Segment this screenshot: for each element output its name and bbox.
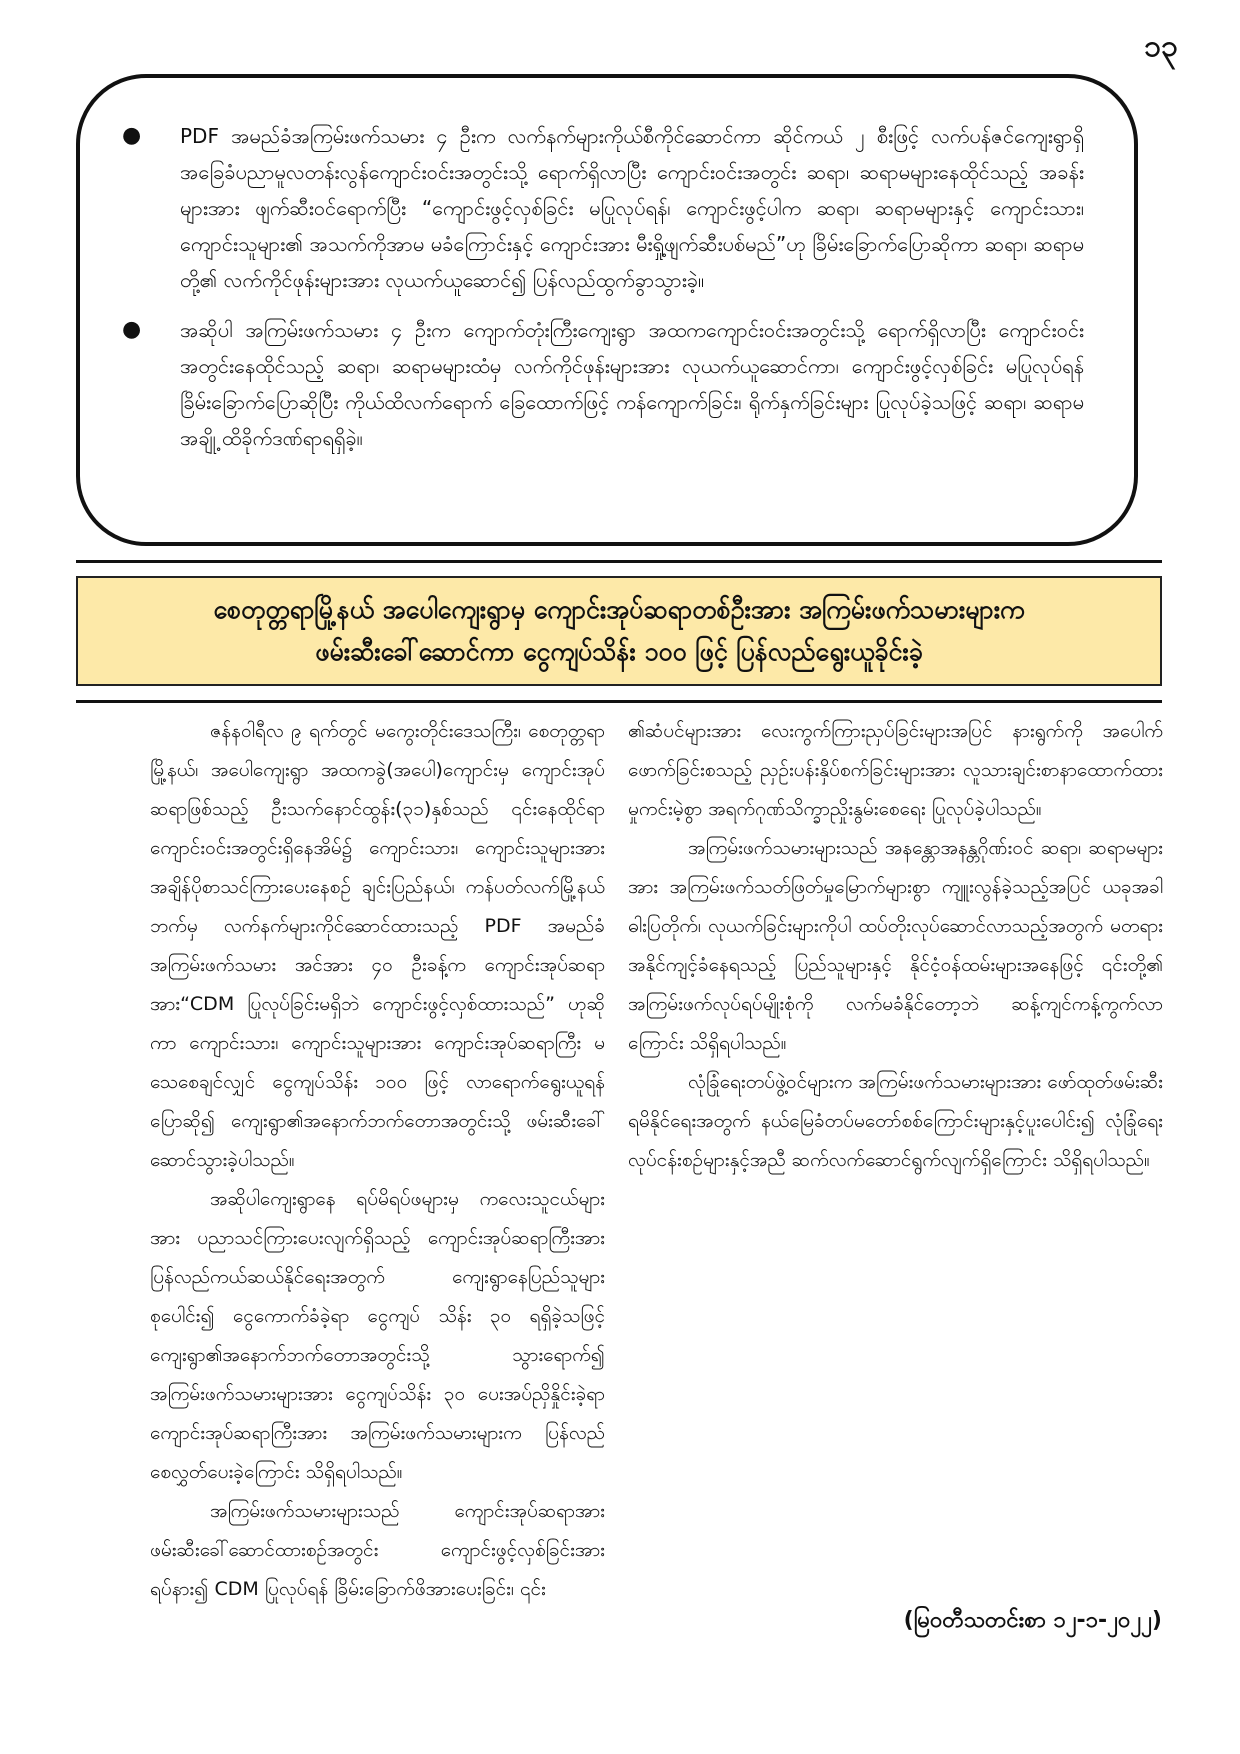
bullet-list <box>122 118 1084 456</box>
paragraph: အဆိုပါကျေးရွာနေ ရပ်မိရပ်ဖများမှ ကလေးသူငယ်များအား ပညာသင်ကြားပေးလျက်ရှိသည့် ကျောင်းအုပ်ဆရာကြီးအား ပြန်လည်ကယ်ဆယ်နိုင်ရေးအတွက် ကျေးရွာနေပြည်သူများ စုပေါင်း၍ ငွေကောက်ခံခဲ့ရာ ငွေကျပ် သိန်း ၃၀ ရရှိခဲ့သဖြင့် ကျေးရွာ၏အနောက်ဘက်တောအတွင်းသို့ သွားရောက်၍ အကြမ်းဖက်သမားများအား ငွေကျပ်သိန်း ၃၀ ပေးအပ်ညှိနှိုင်းခဲ့ရာ ကျောင်းအုပ်ဆရာကြီးအား အကြမ်းဖက်သမားများက ပြန်လည်စေလွှတ်ပေးခဲ့ကြောင်း သိရှိရပါသည်။ <box>150 1188 605 1483</box>
bottom-divider <box>76 700 1162 703</box>
right-column <box>628 712 1163 1180</box>
incident-bullet-box <box>76 74 1138 546</box>
paragraph: ၏ဆံပင်များအား လေးကွက်ကြားညှပ်ခြင်းများအပြင် နားရွက်ကို အပေါက်ဖောက်ခြင်းစသည့် ညှဉ်းပန်းနှိပ်စက်ခြင်းများအား လူသားချင်းစာနာထောက်ထားမှုကင်းမဲ့စွာ အရက်ဂုဏ်သိက္ခာညှိုးနွမ်းစေရေး ပြုလုပ်ခဲ့ပါသည်။ <box>628 720 1163 820</box>
headline-line-1: စေတုတ္တရာမြို့နယ် အပေါကျေးရွာမှ ကျောင်းအုပ်ဆရာတစ်ဦးအား အကြမ်းဖက်သမားများက <box>213 595 1025 624</box>
top-divider <box>76 560 1162 563</box>
paragraph: ဇန်နဝါရီလ ၉ ရက်တွင် မကွေးတိုင်းဒေသကြီး၊ စေတုတ္တရာမြို့နယ်၊ အပေါကျေးရွာ အထကခွဲ(အပေါ)ကျောင်းမှ ကျောင်းအုပ်ဆရာဖြစ်သည့် ဦးသက်နောင်ထွန်း(၃၁)နှစ်သည် ၎င်းနေထိုင်ရာ ကျောင်းဝင်းအတွင်းရှိနေအိမ်၌ ကျောင်းသား၊ ကျောင်းသူများအား အချိန်ပိုစာသင်ကြားပေးနေစဉ် ချင်းပြည်နယ်၊ ကန်ပတ်လက်မြို့နယ်ဘက်မှ လက်နက်များကိုင်ဆောင်ထားသည့် PDF အမည်ခံ အကြမ်းဖက်သမား အင်အား ၄၀ ဦးခန့်က ကျောင်းအုပ်ဆရာအား“CDM ပြုလုပ်ခြင်းမရှိဘဲ ကျောင်းဖွင့်လှစ်ထားသည်” ဟုဆိုကာ ကျောင်းသား၊ ကျောင်းသူများအား ကျောင်းအုပ်ဆရာကြီး မသေစေချင်လျှင် ငွေကျပ်သိန်း ၁၀၀ ဖြင့် လာရောက်ရွေးယူရန်ပြောဆို၍ ကျေးရွာ၏အနောက်ဘက်တောအတွင်းသို့ ဖမ်းဆီးခေါ်ဆောင်သွားခဲ့ပါသည်။ <box>150 720 605 1171</box>
headline-line-2: ဖမ်းဆီးခေါ်ဆောင်ကာ ငွေကျပ်သိန်း ၁၀၀ ဖြင့် ပြန်လည်ရွေးယူခိုင်းခဲ့ <box>315 637 923 666</box>
left-column <box>150 712 605 1609</box>
paragraph: အကြမ်းဖက်သမားများသည် အနန္တောအနန္တဂိုဏ်းဝင် ဆရာ၊ ဆရာမများအား အကြမ်းဖက်သတ်ဖြတ်မှုမြောက်များစွာ ကျူးလွန်ခဲ့သည့်အပြင် ယခုအခါ ဓါးပြတိုက်၊ လုယက်ခြင်းများကိုပါ ထပ်တိုးလုပ်ဆောင်လာသည့်အတွက် မတရားအနိုင်ကျင့်ခံနေရသည့် ပြည်သူများနှင့် နိုင်ငံ့ဝန်ထမ်းများအနေဖြင့် ၎င်းတို့၏ အကြမ်းဖက်လုပ်ရပ်မျိုးစုံကို လက်မခံနိုင်တော့ဘဲ ဆန့်ကျင်ကန့်ကွက်လာကြောင်း သိရှိရပါသည်။ <box>628 837 1163 1054</box>
paragraph: အကြမ်းဖက်သမားများသည် ကျောင်းအုပ်ဆရာအား ဖမ်းဆီးခေါ်ဆောင်ထားစဉ်အတွင်း ကျောင်းဖွင့်လှစ်ခြင်းအား ရပ်နား၍ CDM ပြုလုပ်ရန် ခြိမ်းခြောက်ဖိအားပေးခြင်း၊ ၎င်း <box>150 1500 605 1600</box>
bullet-item: ● PDF အမည်ခံအကြမ်းဖက်သမား ၄ ဦးက လက်နက်များကိုယ်စီကိုင်ဆောင်ကာ ဆိုင်ကယ် ၂ စီးဖြင့် လက်ပန်ဇင်ကျေးရွာရှိ အခြေခံပညာမူလတန်းလွန်ကျောင်းဝင်းအတွင်းသို့ ရောက်ရှိလာပြီး ကျောင်းဝင်းအတွင်း ဆရာ၊ ဆရာမများနေထိုင်သည့် အခန်းများအား ဖျက်ဆီးဝင်ရောက်ပြီး “ကျောင်းဖွင့်လှစ်ခြင်း မပြုလုပ်ရန်၊ ကျောင်းဖွင့်ပါက ဆရာ၊ ဆရာမများနှင့် ကျောင်းသား၊ ကျောင်းသူများ၏ အသက်ကိုအာမ မခံကြောင်းနှင့် ကျောင်းအား မီးရှို့ဖျက်ဆီးပစ်မည်”ဟု ခြိမ်းခြောက်ပြောဆိုကာ ဆရာ၊ ဆရာမတို့၏ လက်ကိုင်ဖုန်းများအား လုယက်ယူဆောင်၍ ပြန်လည်ထွက်ခွာသွားခဲ့။ <box>122 118 1084 298</box>
page-number: ၁၃ <box>1144 29 1178 64</box>
bullet-item: ● အဆိုပါ အကြမ်းဖက်သမား ၄ ဦးက ကျောက်တုံးကြီးကျေးရွာ အထကကျောင်းဝင်းအတွင်းသို့ ရောက်ရှိလာပြီး ကျောင်းဝင်းအတွင်းနေထိုင်သည့် ဆရာ၊ ဆရာမများထံမှ လက်ကိုင်ဖုန်းများအား လုယက်ယူဆောင်ကာ၊ ကျောင်းဖွင့်လှစ်ခြင်း မပြုလုပ်ရန်ခြိမ်းခြောက်ပြောဆိုပြီး ကိုယ်ထိလက်ရောက် ခြေထောက်ဖြင့် ကန်ကျောက်ခြင်း၊ ရိုက်နှက်ခြင်းများ ပြုလုပ်ခဲ့သဖြင့် ဆရာ၊ ဆရာမအချို့ ထိခိုက်ဒဏ်ရာရရှိခဲ့။ <box>122 312 1084 456</box>
headline-box <box>76 576 1162 686</box>
source-credit: (မြဝတီသတင်းစာ ၁၂-၁-၂၀၂၂) <box>903 1608 1162 1633</box>
paragraph: လုံခြုံရေးတပ်ဖွဲ့ဝင်များက အကြမ်းဖက်သမားများအား ဖော်ထုတ်ဖမ်းဆီးရမိနိုင်ရေးအတွက် နယ်မြေခံတပ်မတော်စစ်ကြောင်းများနှင့်ပူးပေါင်း၍ လုံခြုံရေးလုပ်ငန်းစဉ်များနှင့်အညီ ဆက်လက်ဆောင်ရွက်လျက်ရှိကြောင်း သိရှိရပါသည်။ <box>628 1071 1163 1171</box>
